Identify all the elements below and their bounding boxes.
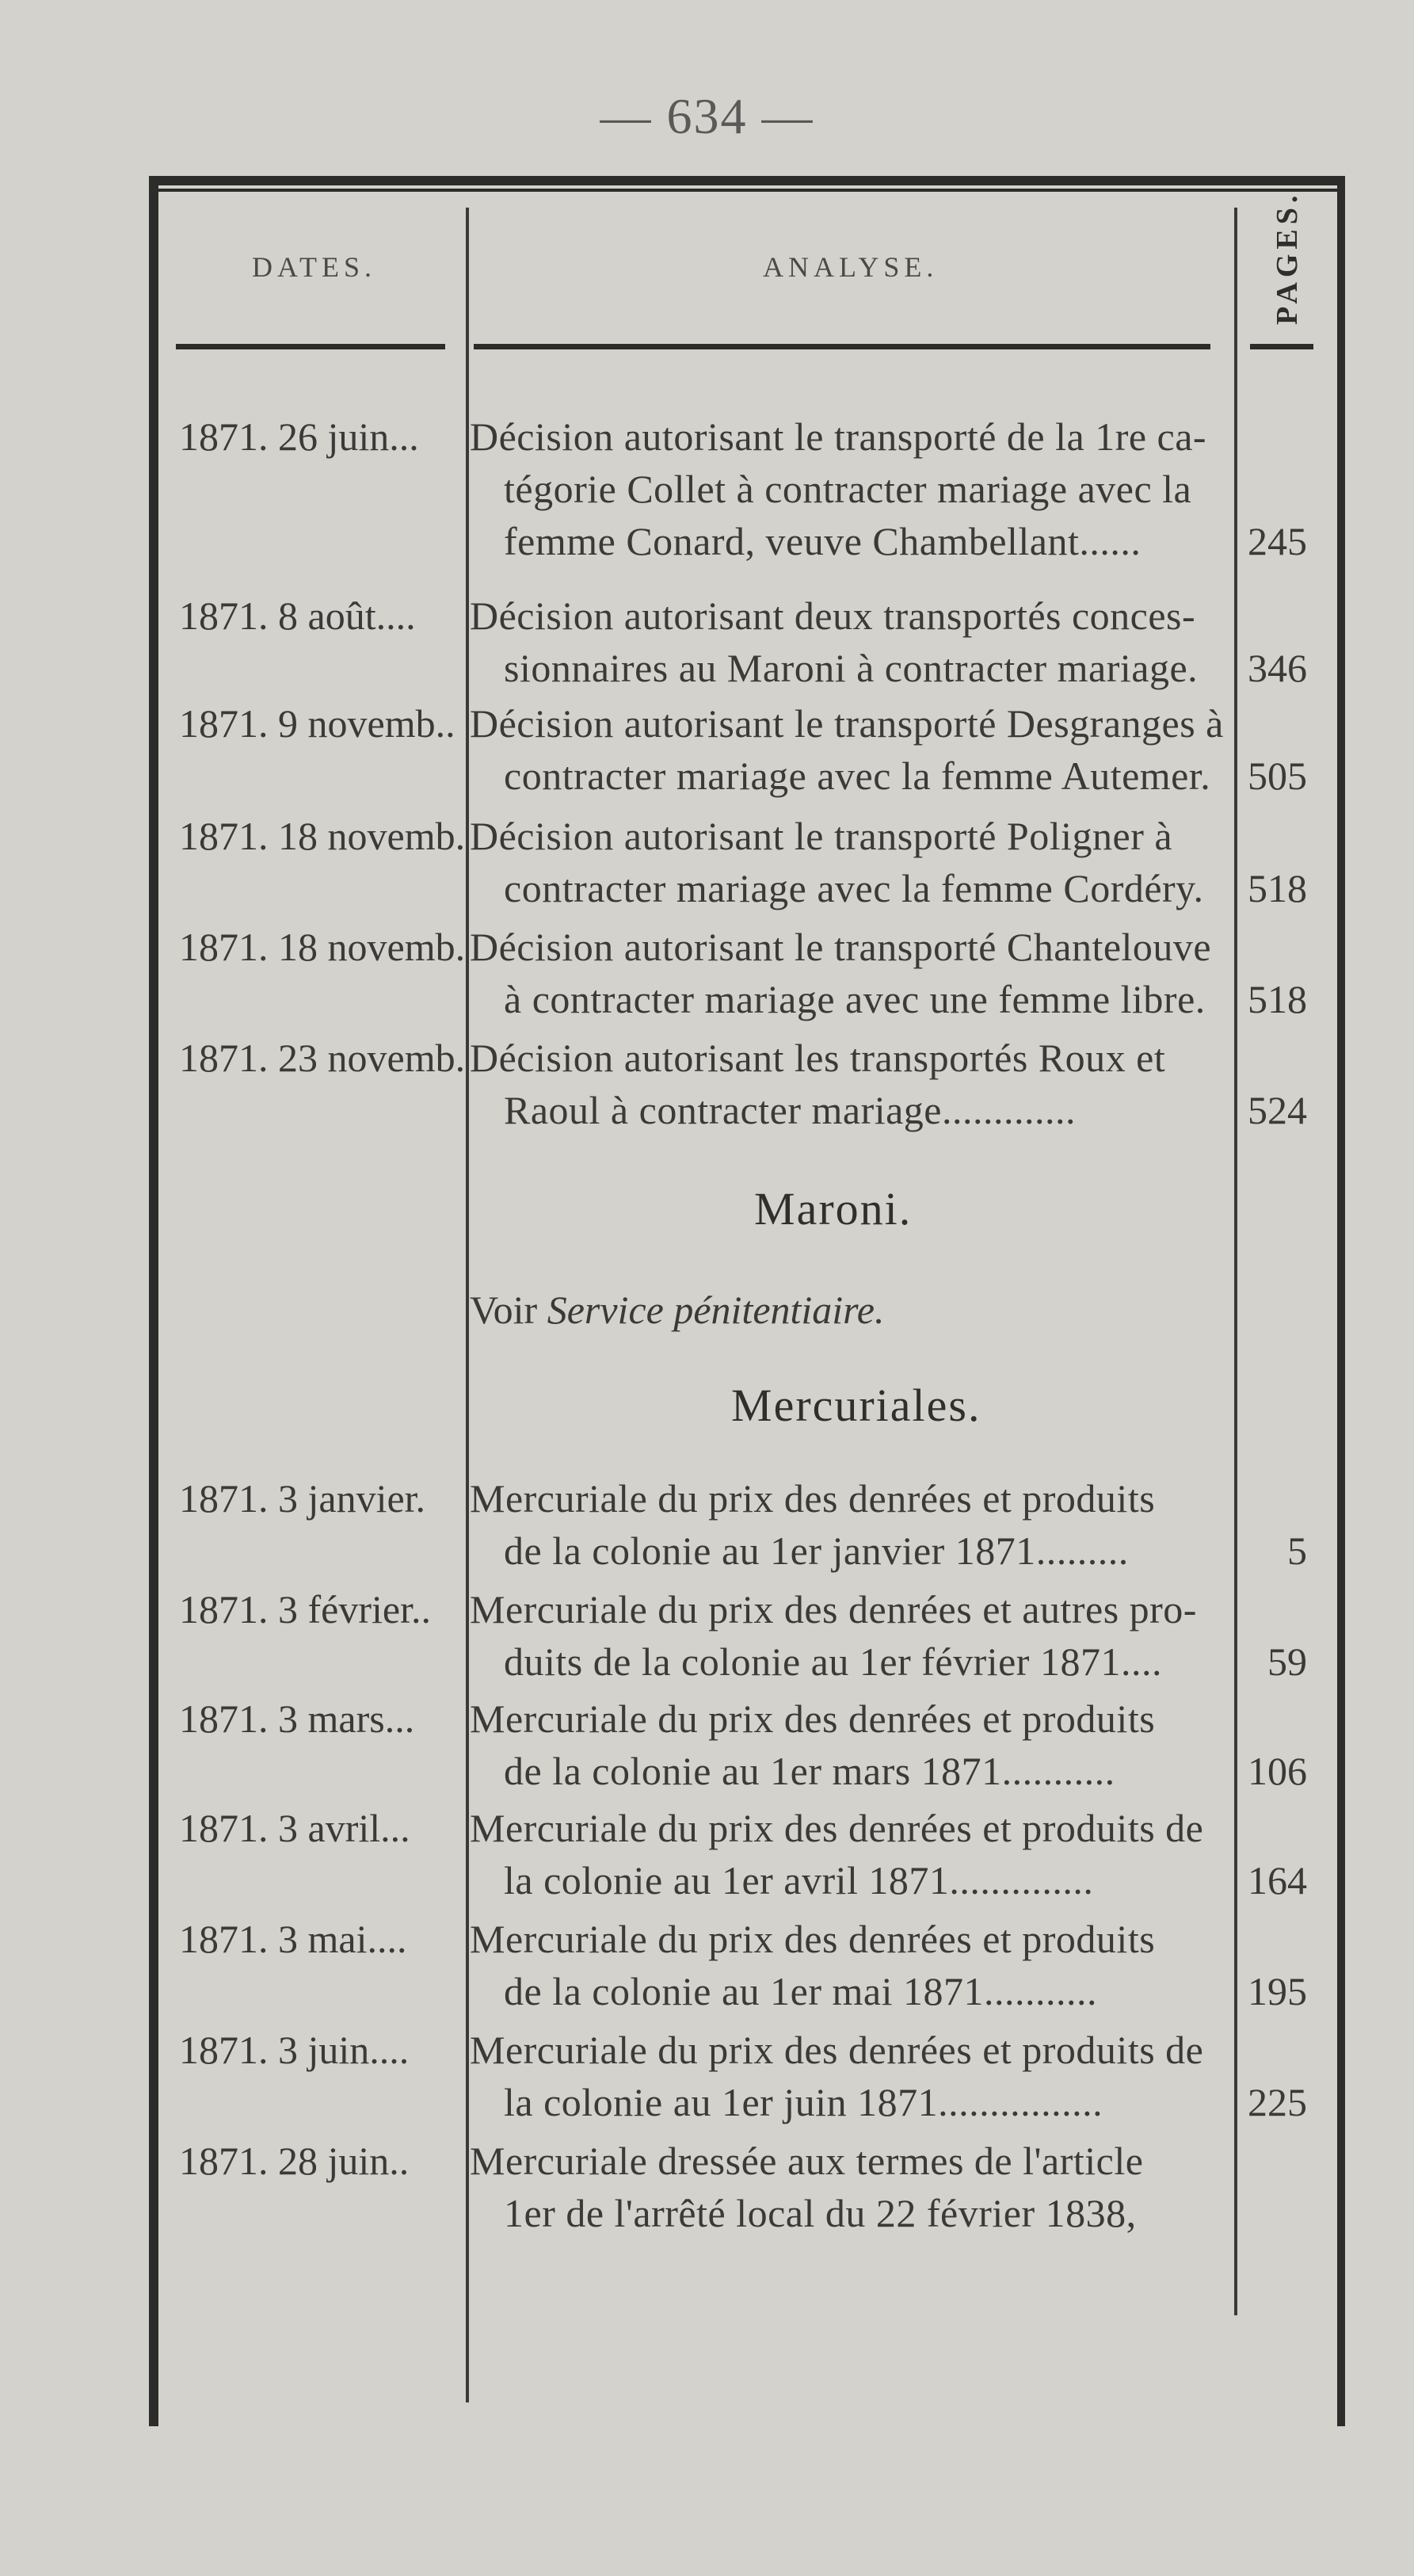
index-entry	[149, 1916, 1345, 2035]
entry-page: 245	[1248, 519, 1307, 563]
header-rule-dates	[176, 344, 445, 349]
entry-text: sionnaires au Maroni à contracter mariage.	[504, 646, 1199, 690]
entry-text: 1er de l'arrêté local du 22 février 1838,	[504, 2191, 1137, 2235]
entry-text: Mercuriale du prix des denrées et produits de	[470, 2028, 1204, 2072]
entry-date: 1871. 3 mars...	[179, 1696, 415, 1741]
page-number: — 634 —	[600, 88, 814, 144]
entry-text: Raoul à contracter mariage.............	[504, 1088, 1076, 1132]
index-entry	[149, 593, 1345, 712]
entry-text: à contracter mariage avec une femme libre.	[504, 977, 1206, 1021]
entry-date: 1871. 18 novemb.	[179, 814, 466, 858]
entry-page: 5	[1287, 1528, 1307, 1573]
entry-text: la colonie au 1er avril 1871..............	[504, 1858, 1094, 1902]
entry-text: Décision autorisant le transporté Chantelouve	[470, 925, 1212, 969]
entry-date: 1871. 3 juin....	[179, 2028, 410, 2072]
entry-page: 106	[1248, 1749, 1307, 1793]
index-entry	[149, 1805, 1345, 1924]
see-reference: Service pénitentiaire.	[547, 1288, 885, 1332]
entry-text: Mercuriale du prix des denrées et produits	[470, 1696, 1156, 1741]
entry-page: 225	[1248, 2080, 1307, 2124]
entry-text: Mercuriale du prix des denrées et produits de	[470, 1806, 1204, 1850]
see-prefix: Voir	[470, 1288, 538, 1332]
entry-date: 1871. 3 février..	[179, 1587, 431, 1631]
entry-page: 524	[1248, 1088, 1307, 1132]
entry-page: 195	[1248, 1969, 1307, 2013]
entry-text: femme Conard, veuve Chambellant......	[504, 519, 1141, 563]
entry-date: 1871. 3 avril...	[179, 1806, 410, 1850]
entry-text: la colonie au 1er juin 1871................	[504, 2080, 1103, 2124]
entry-text: contracter mariage avec la femme Autemer.	[504, 754, 1211, 798]
top-rule	[149, 176, 1345, 185]
entry-text: Décision autorisant le transporté Desgranges à	[470, 701, 1224, 746]
entry-page: 164	[1248, 1858, 1307, 1902]
entry-text: tégorie Collet à contracter mariage avec la	[504, 467, 1192, 511]
entry-page: 518	[1248, 977, 1307, 1021]
index-entry	[149, 924, 1345, 1043]
header-analyse: ANALYSE.	[763, 251, 939, 283]
entry-text: Décision autorisant les transportés Roux et	[470, 1036, 1166, 1080]
entry-text: Mercuriale dressée aux termes de l'article	[470, 2139, 1144, 2183]
entry-text: duits de la colonie au 1er février 1871....	[504, 1639, 1162, 1684]
entry-page: 505	[1248, 754, 1307, 798]
section-title-mercuriales: Mercuriales.	[731, 1380, 981, 1431]
index-entry	[149, 1035, 1345, 1154]
entry-text: contracter mariage avec la femme Cordéry.	[504, 866, 1204, 910]
entry-date: 1871. 8 août....	[179, 593, 416, 638]
header-rule-analyse	[474, 344, 1210, 349]
section-title-maroni: Maroni.	[754, 1183, 913, 1235]
entry-text: Mercuriale du prix des denrées et produits	[470, 1476, 1156, 1521]
index-entry	[149, 1586, 1345, 1705]
entry-text: de la colonie au 1er mai 1871...........	[504, 1969, 1097, 2013]
index-entry	[149, 700, 1345, 819]
entry-date: 1871. 9 novemb..	[179, 701, 455, 746]
entry-text: Décision autorisant le transporté de la 1re ca-	[470, 414, 1207, 459]
entry-text: Mercuriale du prix des denrées et autres pro-	[470, 1587, 1197, 1631]
entry-date: 1871. 26 juin...	[179, 414, 419, 459]
index-entry	[149, 813, 1345, 932]
entry-page: 346	[1248, 646, 1307, 690]
entry-text: Mercuriale du prix des denrées et produits	[470, 1917, 1156, 1961]
entry-text: de la colonie au 1er janvier 1871.........	[504, 1528, 1129, 1573]
entry-page: 59	[1267, 1639, 1307, 1684]
header-rule-pages	[1250, 344, 1313, 349]
entry-text: Décision autorisant le transporté Poligner à	[470, 814, 1173, 858]
header-pages: PAGES.	[1271, 190, 1304, 325]
entry-page: 518	[1248, 866, 1307, 910]
entry-text: de la colonie au 1er mars 1871...........	[504, 1749, 1115, 1793]
index-entry	[149, 2138, 1345, 2257]
top-rule-thin	[149, 189, 1345, 192]
entry-date: 1871. 3 janvier.	[179, 1476, 426, 1521]
header-dates: DATES.	[252, 251, 377, 283]
index-entry	[149, 414, 1345, 588]
entry-date: 1871. 23 novemb.	[179, 1036, 466, 1080]
index-table	[149, 176, 1345, 2426]
index-entry	[149, 1475, 1345, 1594]
see-also	[470, 1287, 884, 1333]
index-entry	[149, 2027, 1345, 2146]
entry-text: Décision autorisant deux transportés conces-	[470, 593, 1196, 638]
entry-date: 1871. 28 juin..	[179, 2139, 410, 2183]
entry-date: 1871. 3 mai....	[179, 1917, 407, 1961]
entry-date: 1871. 18 novemb.	[179, 925, 466, 969]
index-entry	[149, 1696, 1345, 1815]
